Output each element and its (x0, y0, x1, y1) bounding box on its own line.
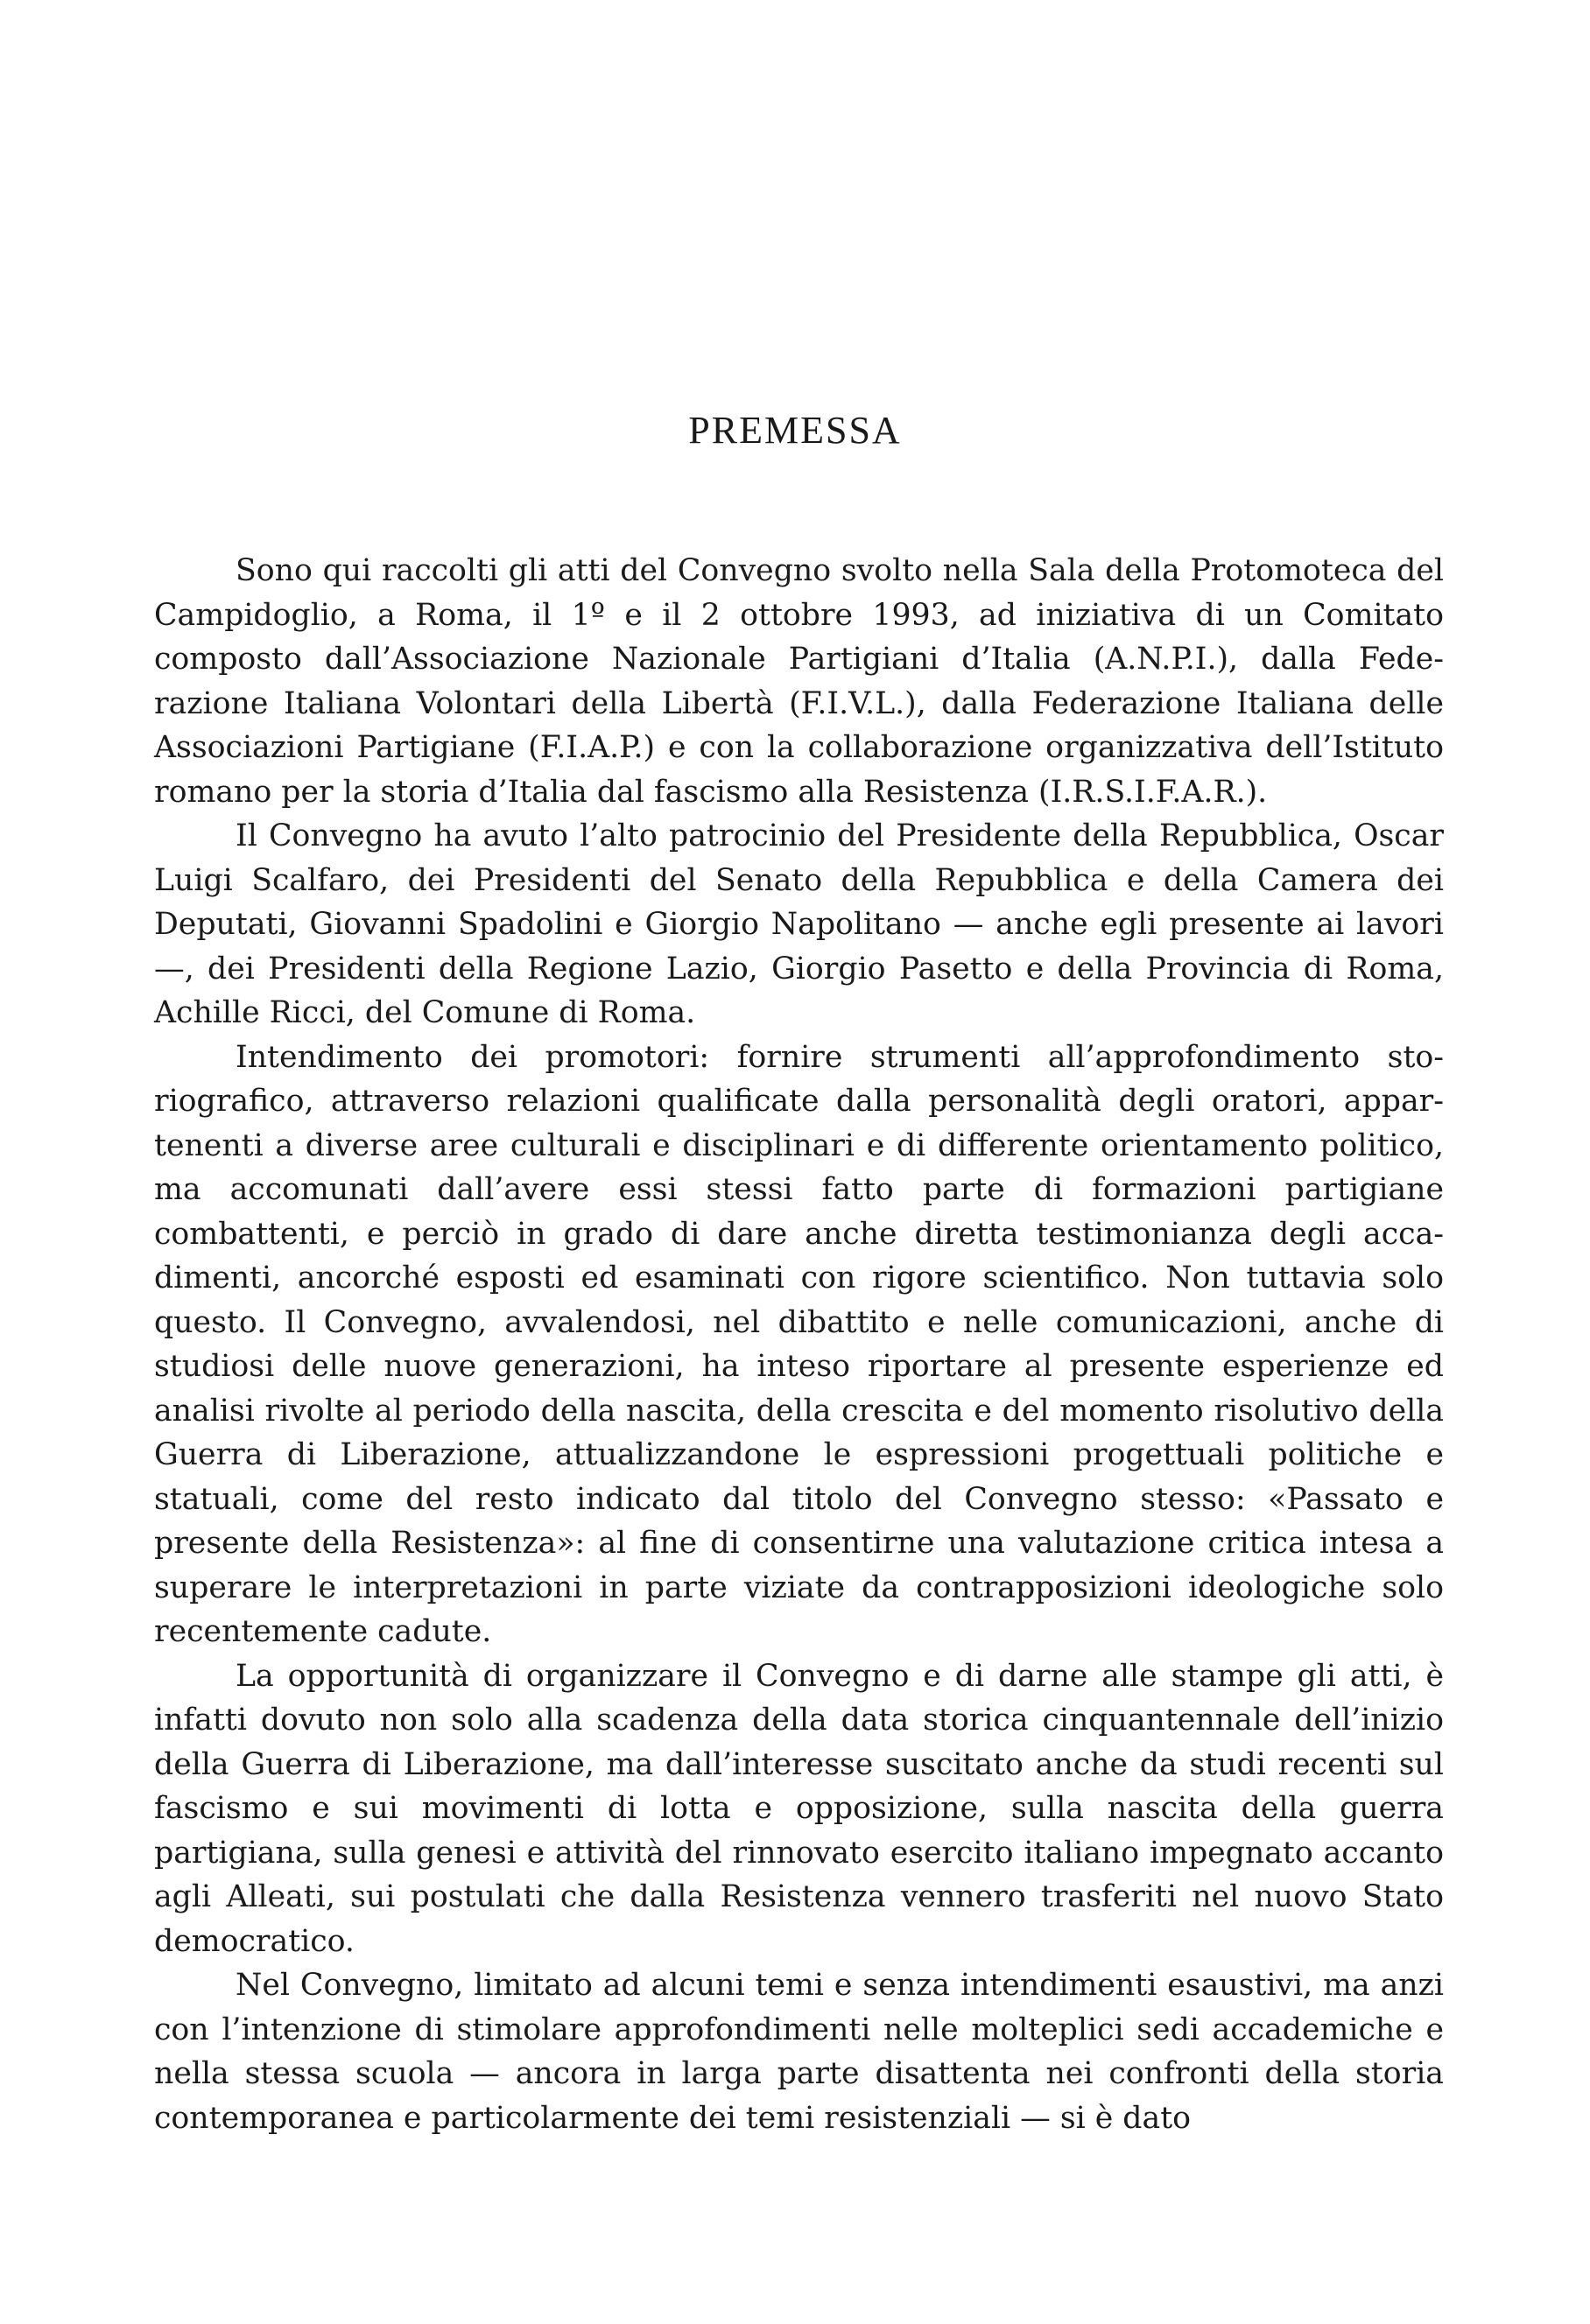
paragraph-3: Intendimento dei promotori: fornire strumenti all’approfondimento storiografico, attraverso relazioni qualificate dalla personalità degli oratori, appartenenti a diverse aree culturali e disciplinari e di differente orientamento politico, ma accomunati dall’avere essi stessi fatto parte di formazioni partigiane combattenti, e perciò in grado di dare anche diretta testimonianza degli accadimenti, ancorché esposti ed esaminati con rigore scientifico. Non tuttavia solo questo. Il Convegno, avvalendosi, nel dibattito e nelle comunicazioni, anche di studiosi delle nuove generazioni, ha inteso riportare al presente esperienze ed analisi rivolte al periodo della nascita, della crescita e del momento risolutivo della Guerra di Liberazione, attualizzandone le espressioni progettuali politiche e statuali, come del resto indicato dal titolo del Convegno stesso: «Passato e presente della Resistenza»: al fine di consentirne una valutazione critica intesa a superare le interpretazioni in parte viziate da contrapposizioni ideologiche solo recentemente cadute. (154, 1039, 1444, 1649)
page-title: PREMESSA (688, 409, 902, 452)
paragraph-1: Sono qui raccolti gli atti del Convegno svolto nella Sala della Protomoteca del Campidoglio, a Roma, il 1º e il 2 ottobre 1993, ad iniziativa di un Comitato composto dall’Associazione Nazionale Partigiani d’Italia (A.N.P.I.), dalla Federazione Italiana Volontari della Libertà (F.I.V.L.), dalla Federazione Italiana delle Associazioni Partigiane (F.I.A.P.) e con la collaborazione organizzativa dell’Istituto romano per la storia d’Italia dal fascismo alla Resistenza (I.R.S.I.F.A.R.). (154, 553, 1444, 810)
paragraph-4: La opportunità di organizzare il Convegno e di darne alle stampe gli atti, è infatti dovuto non solo alla scadenza della data storica cinquantennale dell’inizio della Guerra di Liberazione, ma dall’interesse suscitato anche da studi recenti sul fascismo e sui movimenti di lotta e opposizione, sulla nascita della guerra partigiana, sulla genesi e attività del rinnovato esercito italiano impegnato accanto agli Alleati, sui postulati che dalla Resistenza vennero trasferiti nel nuovo Stato democratico. (154, 1658, 1444, 1959)
paragraph-2: Il Convegno ha avuto l’alto patrocinio del Presidente della Repubblica, Oscar Luigi Scalfaro, dei Presidenti del Senato della Repubblica e della Camera dei Deputati, Giovanni Spadolini e Giorgio Napolitano — anche egli presente ai lavori —, dei Presidenti della Regione Lazio, Giorgio Pasetto e della Provincia di Roma, Achille Ricci, del Comune di Roma. (154, 818, 1444, 1030)
body-text (154, 549, 1444, 2140)
paragraph-5: Nel Convegno, limitato ad alcuni temi e senza intendimenti esaustivi, ma anzi con l’intenzione di stimolare approfondimenti nelle molteplici sedi accademiche e nella stessa scuola — ancora in larga parte disattenta nei confronti della storia contemporanea e particolarmente dei temi resistenziali — si è dato (154, 1968, 1444, 2136)
